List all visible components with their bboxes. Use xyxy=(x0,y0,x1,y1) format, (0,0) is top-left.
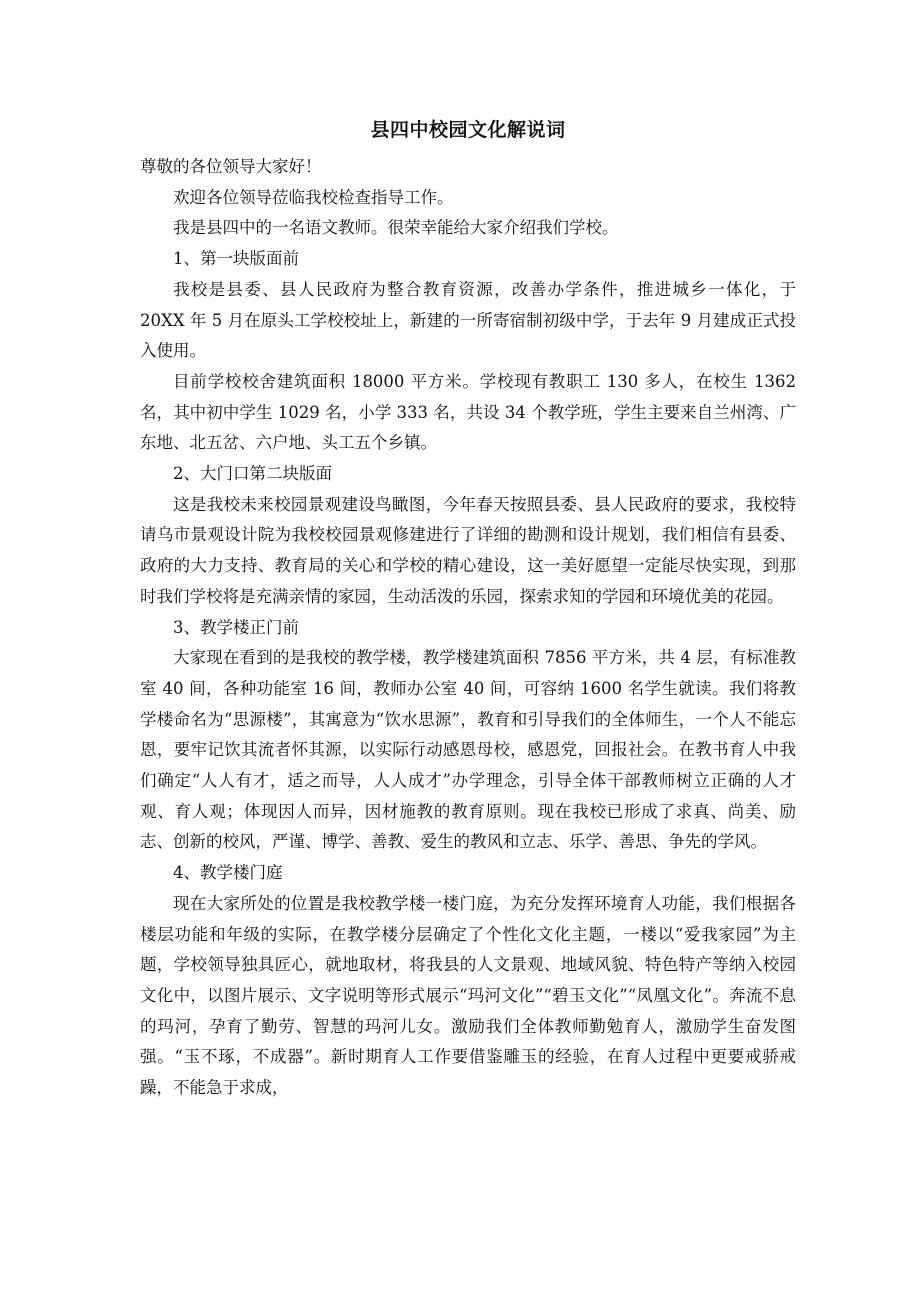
paragraph-welcome: 欢迎各位领导莅临我校检查指导工作。 xyxy=(173,187,454,207)
paragraph-school-statistics: 目前学校校舍建筑面积 18000 平方米。学校现有教职工 130 多人，在校生 1362 名，其中初中学生 1029 名，小学 333 名，共设 34 个教学班，学生主要来自兰州湾、广东地、北五岔、六户地、头工五个乡镇。 xyxy=(140,371,796,453)
paragraph-teaching-building: 大家现在看到的是我校的教学楼，教学楼建筑面积 7856 平方米，共 4 层，有标准教室 40 间，各种功能室 16 间，教师办公室 40 间，可容纳 1600 名学生就读。我们将教学楼命名为“思源楼”，其寓意为“饮水思源”，教育和引导我们的全体师生，一个人不能忘恩，要牢记饮其流者怀其源，以实际行动感恩母校，感恩党，回报社会。在教书育人中我们确定“人人有才，适之而导，人人成才”办学理念，引导全体干部教师树立正确的人才观、育人观；体现因人而异，因材施教的教育原则。现在我校已形成了求真、尚美、励志、创新的校风，严谨、博学、善教、爱生的教风和立志、乐学、善思、争先的学风。 xyxy=(140,648,796,852)
paragraph-building-lobby: 现在大家所处的位置是我校教学楼一楼门庭，为充分发挥环境育人功能，我们根据各楼层功能和年级的实际，在教学楼分层确定了个性化文化主题，一楼以“爱我家园”为主题，学校领导独具匠心，就地取材，将我县的人文景观、地域风貌、特色特产等纳入校园文化中，以图片展示、文字说明等形式展示“玛河文化”“碧玉文化”“凤凰文化”。奔流不息的玛河，孕育了勤劳、智慧的玛河儿女。激励我们全体教师勤勉育人，激励学生奋发图强。“玉不琢，不成器”。新时期育人工作要借鉴雕玉的经验，在育人过程中更要戒骄戒躁，不能急于求成， xyxy=(140,893,796,1098)
section-heading-4: 4、教学楼门庭 xyxy=(173,863,283,883)
section-heading-2: 2、大门口第二块版面 xyxy=(173,464,332,484)
paragraph-greeting: 尊敬的各位领导大家好！ xyxy=(140,157,322,176)
document-body xyxy=(140,152,796,1104)
paragraph-campus-plan: 这是我校未来校园景观建设鸟瞰图，今年春天按照县委、县人民政府的要求，我校特请乌市景观设计院为我校校园景观修建进行了详细的勘测和设计规划，我们相信有县委、政府的大力支持、教育局的关心和学校的精心建设，这一美好愿望一定能尽快实现，到那时我们学校将是充满亲情的家园，生动活泼的乐园，探索求知的学园和环境优美的花园。 xyxy=(140,494,796,606)
document-title: 县四中校园文化解说词 xyxy=(370,119,566,141)
document-page xyxy=(140,110,796,1104)
section-heading-1: 1、第一块版面前 xyxy=(173,249,299,269)
section-heading-3: 3、教学楼正门前 xyxy=(173,617,299,637)
paragraph-school-history: 我校是县委、县人民政府为整合教育资源，改善办学条件，推进城乡一体化，于 20XX 年 5 月在原头工学校校址上，新建的一所寄宿制初级中学，于去年 9 月建成正式投入使用。 xyxy=(140,279,796,361)
paragraph-introduction: 我是县四中的一名语文教师。很荣幸能给大家介绍我们学校。 xyxy=(173,218,619,238)
